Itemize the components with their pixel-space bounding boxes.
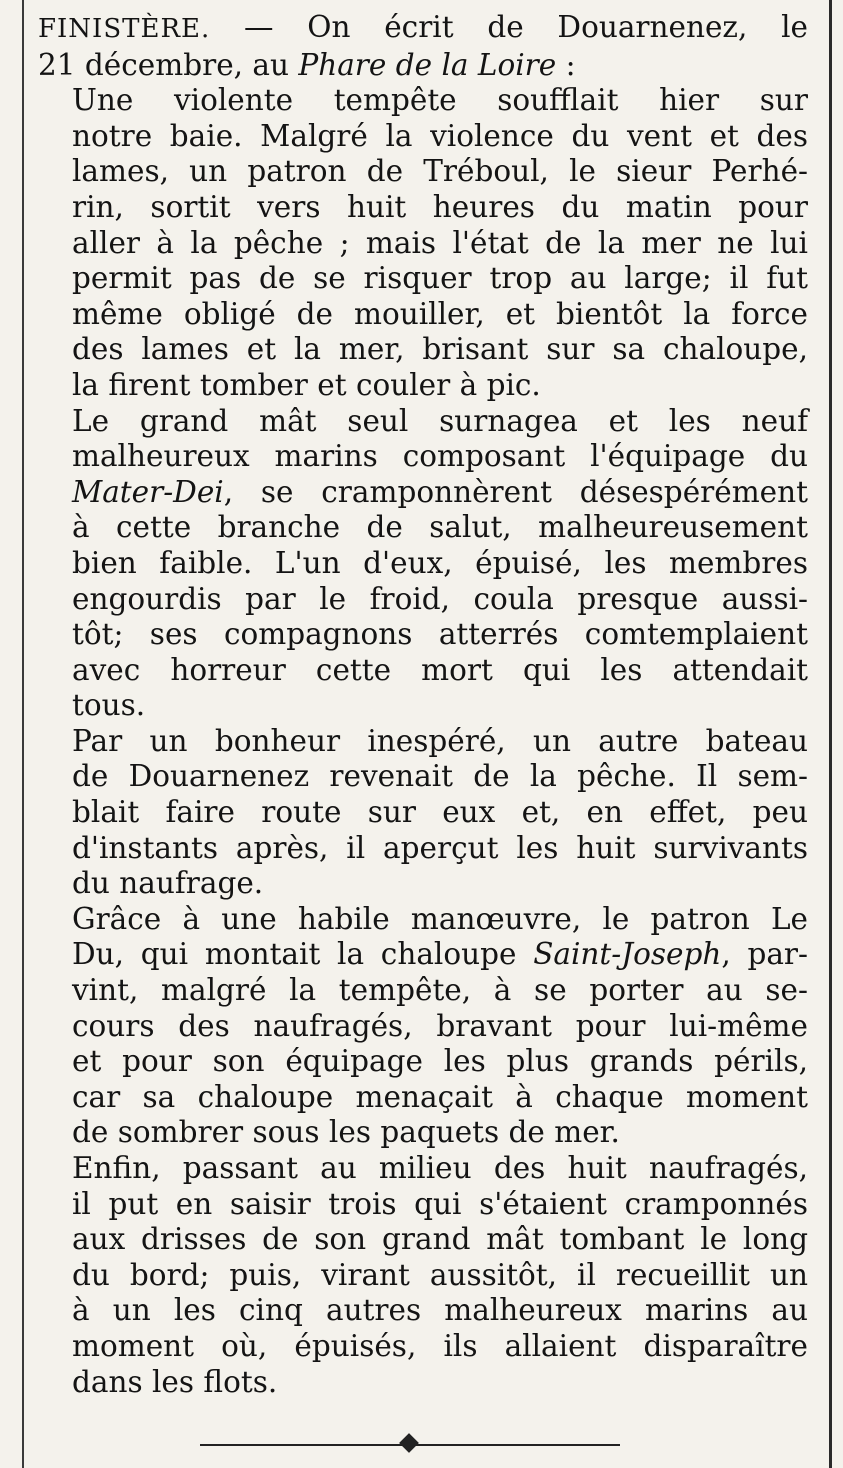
column-rule-left: [22, 0, 24, 1468]
paragraph-survivors: Enfin, passant au milieu des huit naufragés, il put en saisir trois qui s'étaient cramponnés aux drisses de son grand mât tombant le long du bord; puis, virant aussitôt, il recueillit un à un les cinq autres malheureux marins au moment où, épuisés, ils allaient disparaître dans les flots.: [72, 1151, 808, 1399]
paragraph-dateline: FINISTÈRE. — On écrit de Douarnenez, le 21 décembre, au Phare de la Loire :: [38, 10, 808, 82]
paragraph-rescue-boat: Par un bonheur inespéré, un autre bateau de Douarnenez revenait de la pêche. Il sem- blait faire route sur eux et, en effet, peu d'instants après, il aperçut les huit survivants du naufrage.: [72, 723, 808, 901]
column-rule-right: [829, 0, 832, 1468]
divider-diamond-icon: [399, 1433, 419, 1453]
news-article: [38, 10, 808, 1400]
dateline: FINISTÈRE.: [38, 14, 211, 44]
paragraph-storm: Une violente tempête soufflait hier sur notre baie. Malgré la violence du vent et des lames, un patron de Tréboul, le sieur Perhé- rin, sortit vers huit heures du matin pour aller à la pêche ; mais l'état de la mer ne lui permit pas de se risquer trop au large; il fut même obligé de mouiller, et bientôt la force des lames et la mer, brisant sur sa chaloupe, la firent tomber et couler à pic.: [72, 83, 808, 402]
ship-name-mater-dei: Mater-Dei: [72, 474, 224, 509]
ship-name-saint-joseph: Saint-Joseph: [533, 937, 722, 972]
newspaper-source: Phare de la Loire: [298, 47, 557, 82]
paragraph-mast: Le grand mât seul surnagea et les neuf malheureux marins composant l'équipage du Mater-Dei, se cramponnèrent désespérément à cette branche de salut, malheureusement bien faible. L'un d'eux, épuisé, les membres engourdis par le froid, coula presque aussi- tôt; ses compagnons atterrés comtemplaient avec horreur cette mort qui les attendait tous.: [72, 403, 808, 723]
paragraph-maneuver: Grâce à une habile manœuvre, le patron Le Du, qui montait la chaloupe Saint-Joseph, par- vint, malgré la tempête, à se porter au se- cours des naufragés, bravant pour lui-même et pour son équipage les plus grands périls, car sa chaloupe menaçait à chaque moment de sombrer sous les paquets de mer.: [72, 901, 808, 1150]
